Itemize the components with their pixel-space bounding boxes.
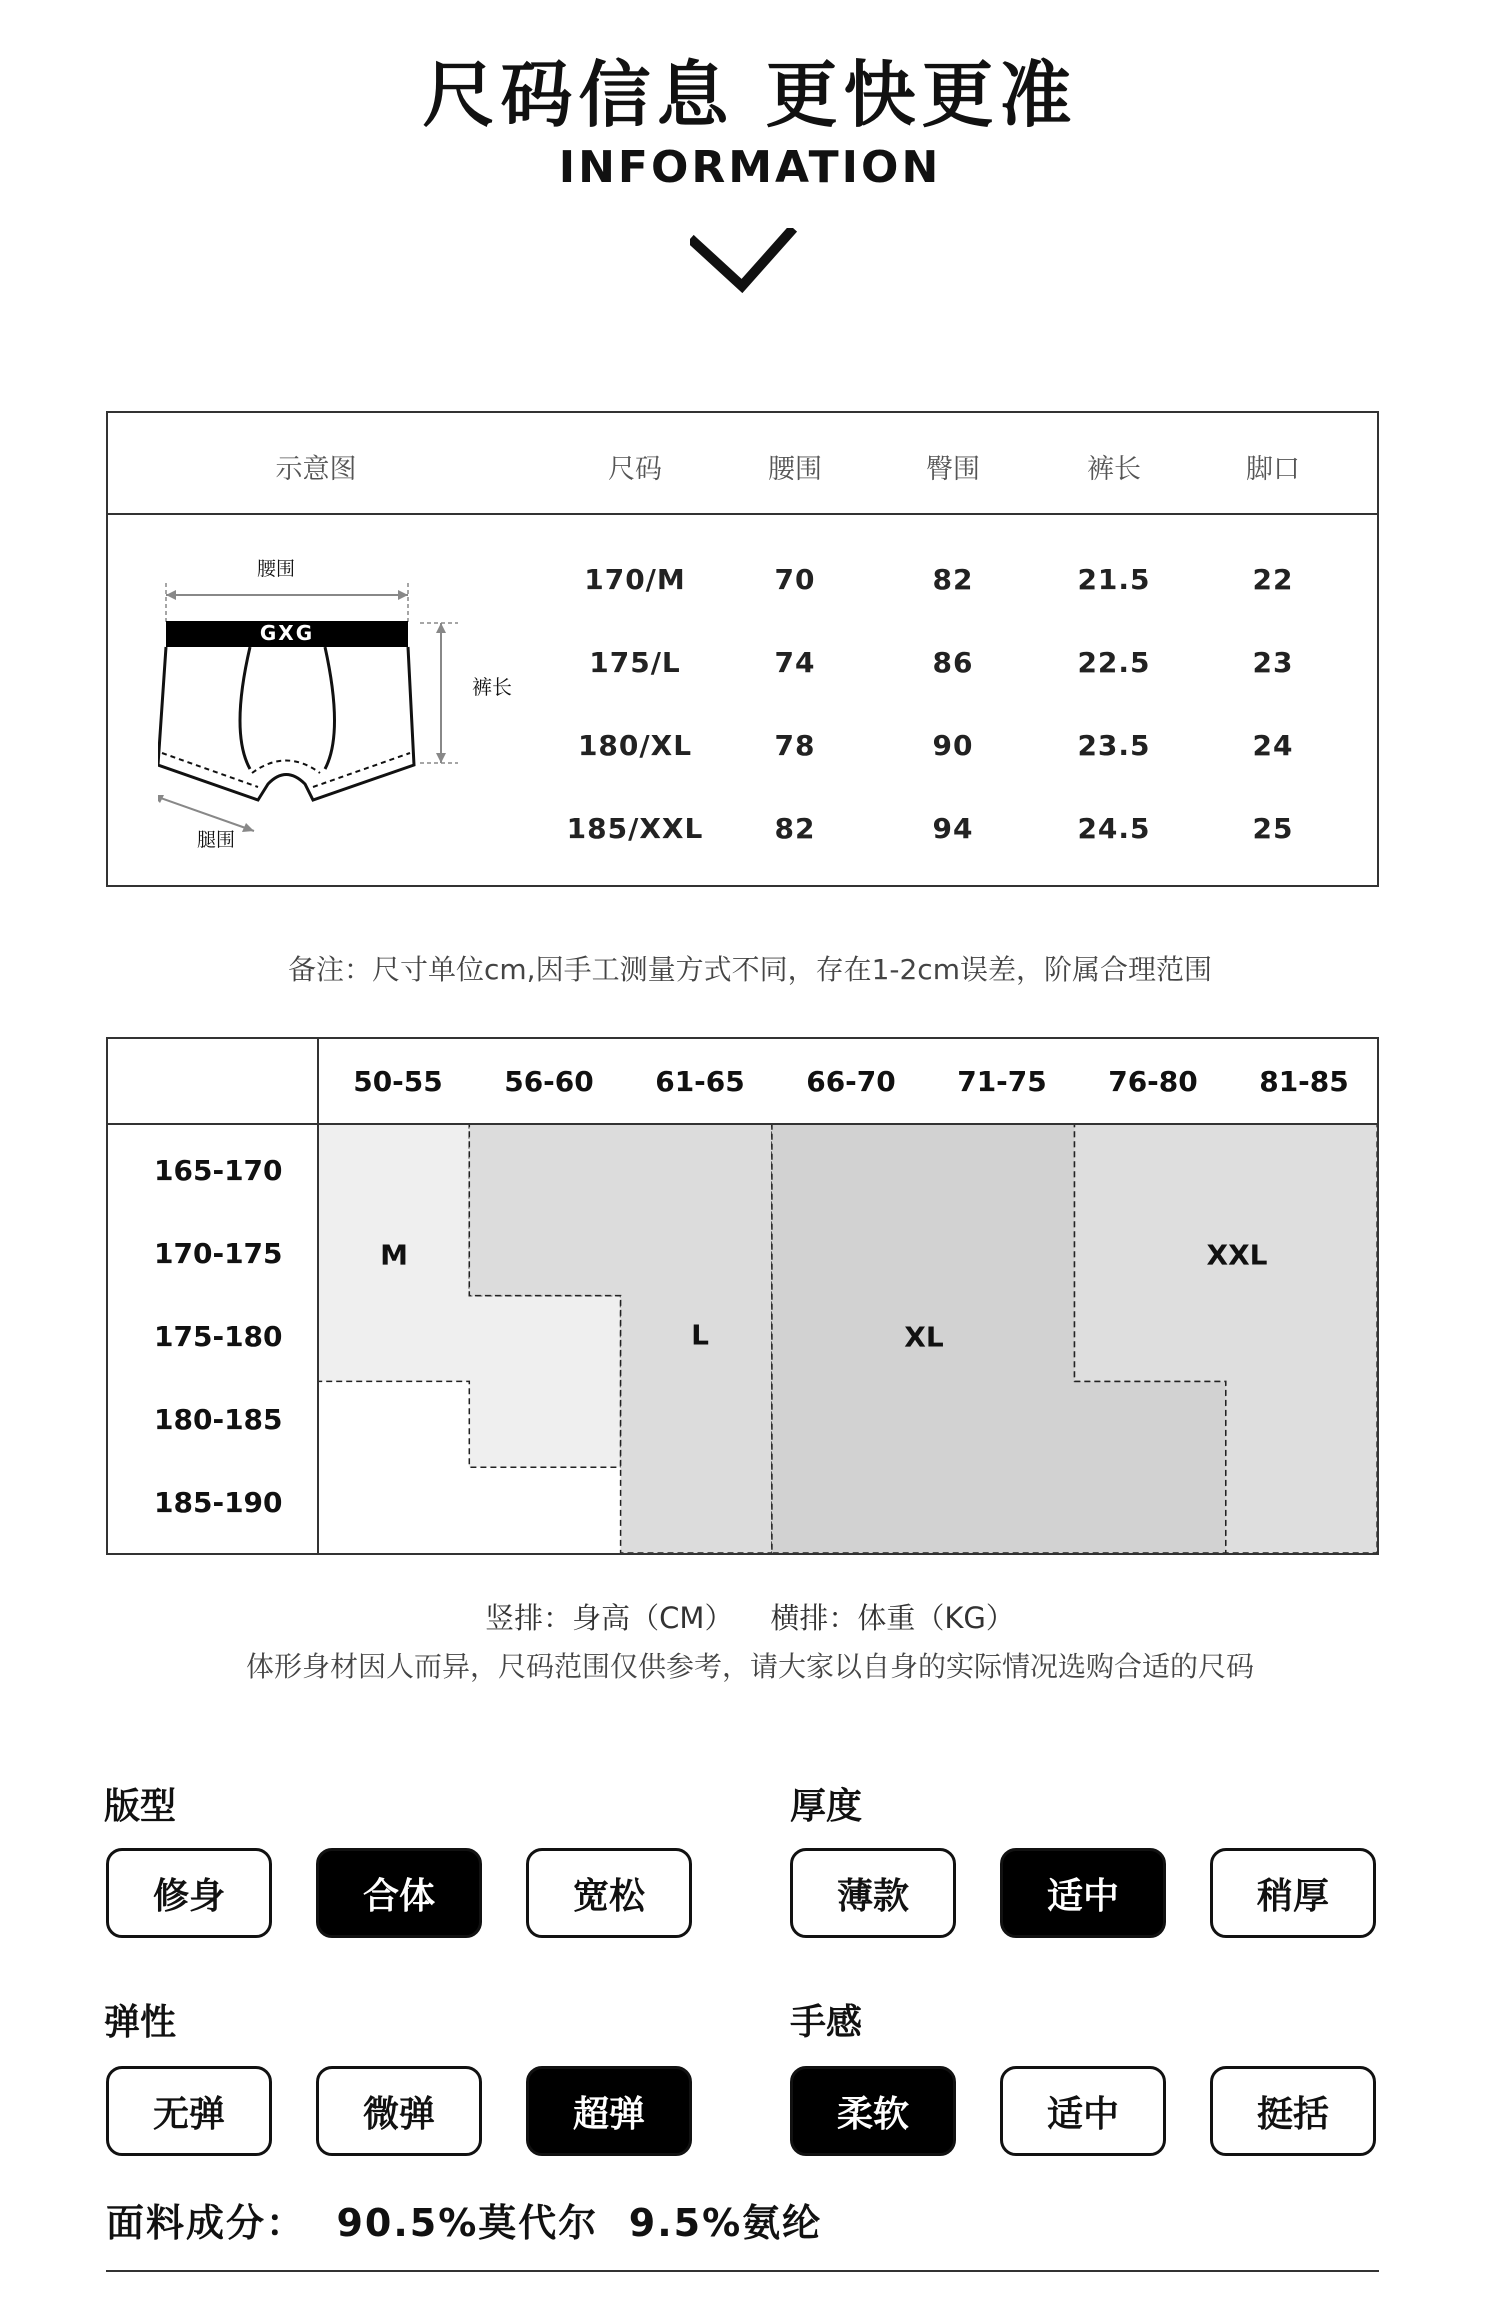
fit-title: 版型 (104, 1786, 177, 1827)
fit-option-regular: 合体 (316, 1848, 482, 1938)
header-divider (108, 513, 1377, 515)
zone-label-xl: XL (904, 1320, 944, 1354)
feel-option-soft: 柔软 (790, 2066, 956, 2156)
elasticity-option-none: 无弹 (106, 2066, 272, 2156)
row-waist: 78 (774, 729, 816, 762)
zone-label-l: L (691, 1318, 709, 1352)
size-table (106, 411, 1379, 887)
feel-title: 手感 (790, 2002, 863, 2043)
weight-header: 81-85 (1259, 1065, 1349, 1098)
bottom-divider (106, 2270, 1379, 2272)
zone-label-xxl: XXL (1206, 1238, 1268, 1272)
row-waist: 82 (774, 812, 816, 845)
fit-option-slim: 修身 (106, 1848, 272, 1938)
col-header-hip: 臀围 (926, 454, 980, 485)
diagram-brand-label: GXG (259, 621, 315, 645)
row-length: 24.5 (1077, 812, 1151, 845)
diagram-waist-label: 腰围 (256, 558, 296, 580)
feel-option-crisp: 挺括 (1210, 2066, 1376, 2156)
row-waist: 74 (774, 646, 816, 679)
page-title: 尺码信息 更快更准 (422, 53, 1078, 137)
row-length: 22.5 (1077, 646, 1151, 679)
weight-header: 76-80 (1108, 1065, 1198, 1098)
size-zone-map (108, 1039, 1377, 1553)
height-label: 180-185 (154, 1403, 283, 1436)
elasticity-option-super: 超弹 (526, 2066, 692, 2156)
diagram-length-label: 裤长 (472, 675, 512, 699)
row-leg: 25 (1252, 812, 1294, 845)
feel-option-medium: 适中 (1000, 2066, 1166, 2156)
height-label: 170-175 (154, 1237, 283, 1270)
weight-header: 61-65 (655, 1065, 745, 1098)
underwear-diagram (158, 533, 478, 873)
row-leg: 22 (1252, 563, 1294, 596)
elasticity-title: 弹性 (104, 2002, 177, 2043)
height-label: 165-170 (154, 1154, 283, 1187)
row-hip: 90 (932, 729, 974, 762)
weight-header: 50-55 (353, 1065, 443, 1098)
elasticity-option-slight: 微弹 (316, 2066, 482, 2156)
zone-label-m: M (380, 1238, 408, 1272)
fit-option-loose: 宽松 (526, 1848, 692, 1938)
thickness-option-medium: 适中 (1000, 1848, 1166, 1938)
weight-header: 71-75 (957, 1065, 1047, 1098)
row-size: 170/M (584, 563, 686, 596)
thickness-option-thin: 薄款 (790, 1848, 956, 1938)
axis-note: 竖排：身高（CM） 横排：体重（KG） (485, 1601, 1015, 1635)
row-size: 185/XXL (566, 812, 704, 845)
col-header-diagram: 示意图 (275, 454, 357, 485)
col-header-size: 尺码 (608, 454, 662, 485)
col-header-leg: 脚口 (1246, 454, 1300, 485)
row-length: 23.5 (1077, 729, 1151, 762)
row-leg: 24 (1252, 729, 1294, 762)
col-header-length: 裤长 (1087, 454, 1141, 485)
row-size: 175/L (589, 646, 681, 679)
row-leg: 23 (1252, 646, 1294, 679)
row-waist: 70 (774, 563, 816, 596)
height-label: 185-190 (154, 1486, 283, 1519)
weight-header: 66-70 (806, 1065, 896, 1098)
thickness-option-thick: 稍厚 (1210, 1848, 1376, 1938)
size-grid (106, 1037, 1379, 1555)
fit-disclaimer: 体形身材因人而异，尺码范围仅供参考，请大家以自身的实际情况选购合适的尺码 (245, 1650, 1254, 1683)
weight-header: 56-60 (504, 1065, 594, 1098)
thickness-title: 厚度 (790, 1786, 863, 1827)
row-hip: 82 (932, 563, 974, 596)
chevron-down-icon (690, 228, 810, 298)
measurement-note: 备注：尺寸单位cm,因手工测量方式不同，存在1-2cm误差，阶属合理范围 (288, 953, 1212, 986)
row-length: 21.5 (1077, 563, 1151, 596)
height-label: 175-180 (154, 1320, 283, 1353)
row-hip: 86 (932, 646, 974, 679)
page-subtitle: INFORMATION (558, 142, 942, 193)
col-header-waist: 腰围 (768, 454, 822, 485)
row-hip: 94 (932, 812, 974, 845)
fabric-composition: 面料成分： 90.5%莫代尔 9.5%氨纶 (106, 2201, 823, 2245)
diagram-leg-label: 腿围 (196, 829, 236, 851)
row-size: 180/XL (577, 729, 693, 762)
